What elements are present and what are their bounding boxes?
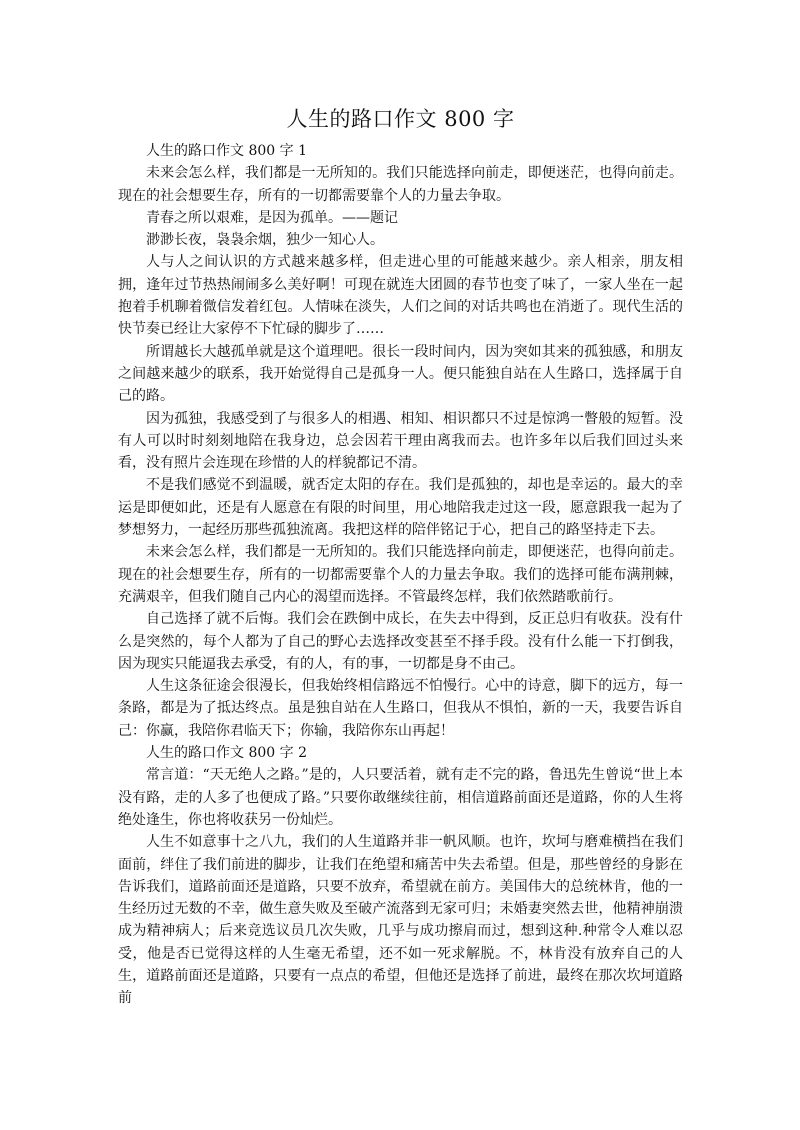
paragraph: 未来会怎么样，我们都是一无所知的。我们只能选择向前走，即便迷茫，也得向前走。现在的社会想要生存，所有的一切都需要靠个人的力量去争取。我们的选择可能布满荆棘，充满艰辛，但我们随自己内心的渴望而选择。不管最终怎样，我们依然踏歌前行。 xyxy=(118,544,683,605)
paragraph: 未来会怎么样，我们都是一无所知的。我们只能选择向前走，即便迷茫，也得向前走。现在的社会想要生存，所有的一切都需要靠个人的力量去争取。 xyxy=(118,165,683,204)
section-heading: 人生的路口作文 800 字 2 xyxy=(146,745,307,762)
paragraph: 自己选择了就不后悔。我们会在跌倒中成长，在失去中得到，反正总归有收获。没有什么是突然的，每个人都为了自己的野心去选择改变甚至不择手段。没有什么能一下打倒我，因为现实只能逼我去承受，有的人，有的事，一切都是身不由己。 xyxy=(118,611,683,672)
paragraph: 人与人之间认识的方式越来越多样，但走进心里的可能越来越少。亲人相亲，朋友相拥，逢年过节热热闹闹多么美好啊！可现在就连大团圆的春节也变了味了，一家人坐在一起抱着手机聊着微信发着红包。人情味在淡失，人们之间的对话共鸣也在消逝了。现代生活的快节奏已经让大家停不下忙碌的脚步了…… xyxy=(118,254,683,338)
paragraph: 青春之所以艰难，是因为孤单。——题记 xyxy=(146,209,398,226)
paragraph: 不是我们感觉不到温暖，就否定太阳的存在。我们是孤独的，却也是幸运的。最大的幸运是即便如此，还是有人愿意在有限的时间里，用心地陪我走过这一段，愿意跟我一起为了梦想努力，一起经历那些孤独流离。我把这样的陪伴铭记于心，把自己的路坚持走下去。 xyxy=(118,477,683,539)
section-heading: 人生的路口作文 800 字 1 xyxy=(146,143,307,159)
paragraph: 人生不如意事十之八九，我们的人生道路并非一帆风顺。也许，坎坷与磨难横挡在我们面前，绊住了我们前进的脚步，让我们在绝望和痛苦中失去希望。但是，那些曾经的身影在告诉我们，道路前面还是道路，只要不放弃，希望就在前方。美国伟大的总统林肯，他的一生经历过无数的不幸，做生意失败及至破产流落到无家可归；未婚妻突然去世，他精神崩溃成为精神病人；后来竞选议员几次失败，几乎与成功擦肩而过，想到这种.种常令人难以忍受，他是否已觉得这样的人生毫无希望，还不如一死求解脱。不，林肯没有放弃自己的人生，道路前面还是道路，只要有一点点的希望，但他还是选择了前进，最终在那次坎坷道路前 xyxy=(118,834,683,1007)
document-page xyxy=(118,104,683,1010)
paragraph: 常言道：“天无绝人之路。”是的，人只要活着，就有走不完的路，鲁迅先生曾说“世上本没有路，走的人多了也便成了路。”只要你敢继续往前，相信道路前面还是道路，你的人生将绝处逢生，你也将收获另一份灿烂。 xyxy=(118,767,683,828)
paragraph: 渺渺长夜，袅袅余烟，独少一知心人。 xyxy=(146,232,384,249)
paragraph: 人生这条征途会很漫长，但我始终相信路远不怕慢行。心中的诗意，脚下的远方，每一条路，都是为了抵达终点。虽是独自站在人生路口，但我从不惧怕，新的一天，我要告诉自己：你赢，我陪你君临天下；你输，我陪你东山再起！ xyxy=(118,678,683,739)
paragraph: 因为孤独，我感受到了与很多人的相遇、相知、相识都只不过是惊鸿一瞥般的短暂。没有人可以时时刻刻地陪在我身边，总会因若干理由离我而去。也许多年以后我们回过头来看，没有照片会连现在珍惜的人的样貌都记不清。 xyxy=(118,410,683,472)
paragraph: 所谓越长大越孤单就是这个道理吧。很长一段时间内，因为突如其来的孤独感，和朋友之间越来越少的联系，我开始觉得自己是孤身一人。便只能独自站在人生路口，选择属于自己的路。 xyxy=(118,343,683,405)
document-title: 人生的路口作文 800 字 xyxy=(286,107,515,131)
